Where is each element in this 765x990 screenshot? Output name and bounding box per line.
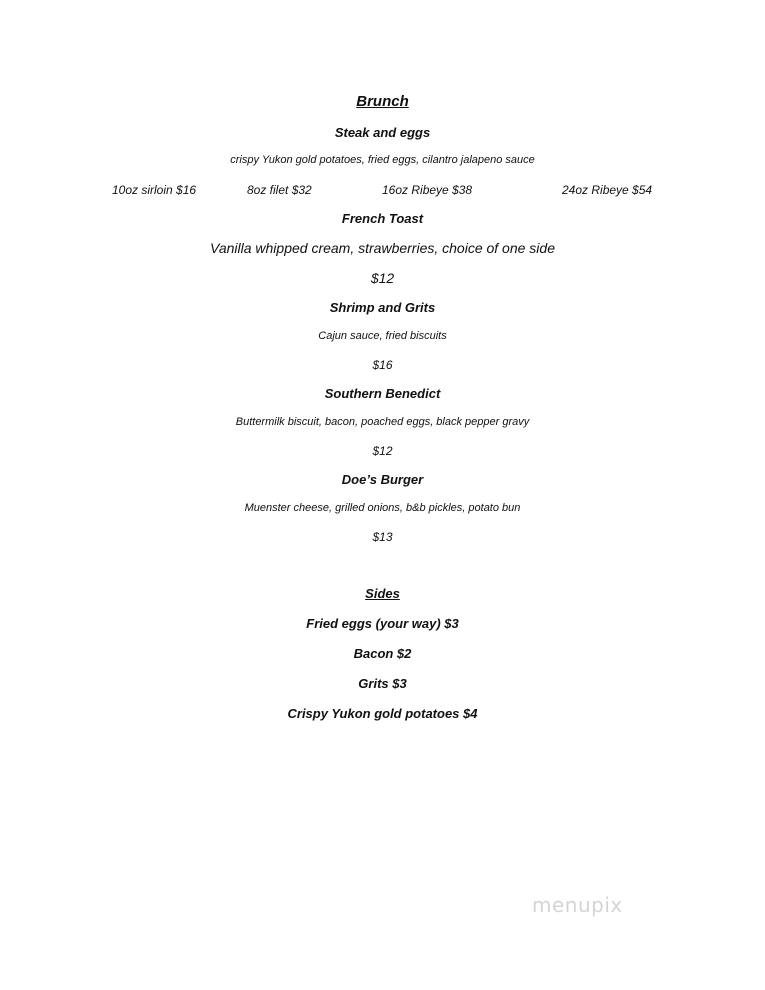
menupix-watermark: menupix [532, 893, 623, 917]
shrimp-and-grits-title: Shrimp and Grits [329, 300, 436, 315]
does-burger-price: $13 [372, 530, 393, 544]
southern-benedict-title: Southern Benedict [324, 386, 441, 401]
brunch-heading: Brunch [356, 93, 409, 110]
shrimp-and-grits-description: Cajun sauce, fried biscuits [318, 330, 447, 342]
side-item-grits: Grits $3 [358, 676, 407, 691]
french-toast-price: $12 [370, 270, 395, 286]
steak-and-eggs-title: Steak and eggs [334, 125, 431, 140]
french-toast-title: French Toast [341, 211, 424, 226]
southern-benedict-price: $12 [372, 444, 393, 458]
cut-sirloin: 10oz sirloin $16 [112, 183, 197, 197]
cut-filet: 8oz filet $32 [247, 183, 312, 197]
side-item-potatoes: Crispy Yukon gold potatoes $4 [287, 706, 478, 721]
cut-24oz-ribeye: 24oz Ribeye $54 [562, 183, 653, 197]
does-burger-title: Doe’s Burger [341, 472, 424, 487]
southern-benedict-description: Buttermilk biscuit, bacon, poached eggs, black pepper gravy [235, 416, 530, 428]
side-item-fried-eggs: Fried eggs (your way) $3 [306, 616, 459, 631]
side-item-bacon: Bacon $2 [353, 646, 412, 661]
cut-16oz-ribeye: 16oz Ribeye $38 [382, 183, 473, 197]
french-toast-description: Vanilla whipped cream, strawberries, choice of one side [210, 240, 555, 256]
does-burger-description: Muenster cheese, grilled onions, b&b pickles, potato bun [244, 502, 521, 514]
shrimp-and-grits-price: $16 [372, 358, 393, 372]
steak-and-eggs-description: crispy Yukon gold potatoes, fried eggs, cilantro jalapeno sauce [230, 154, 535, 166]
sides-heading: Sides [365, 586, 400, 601]
